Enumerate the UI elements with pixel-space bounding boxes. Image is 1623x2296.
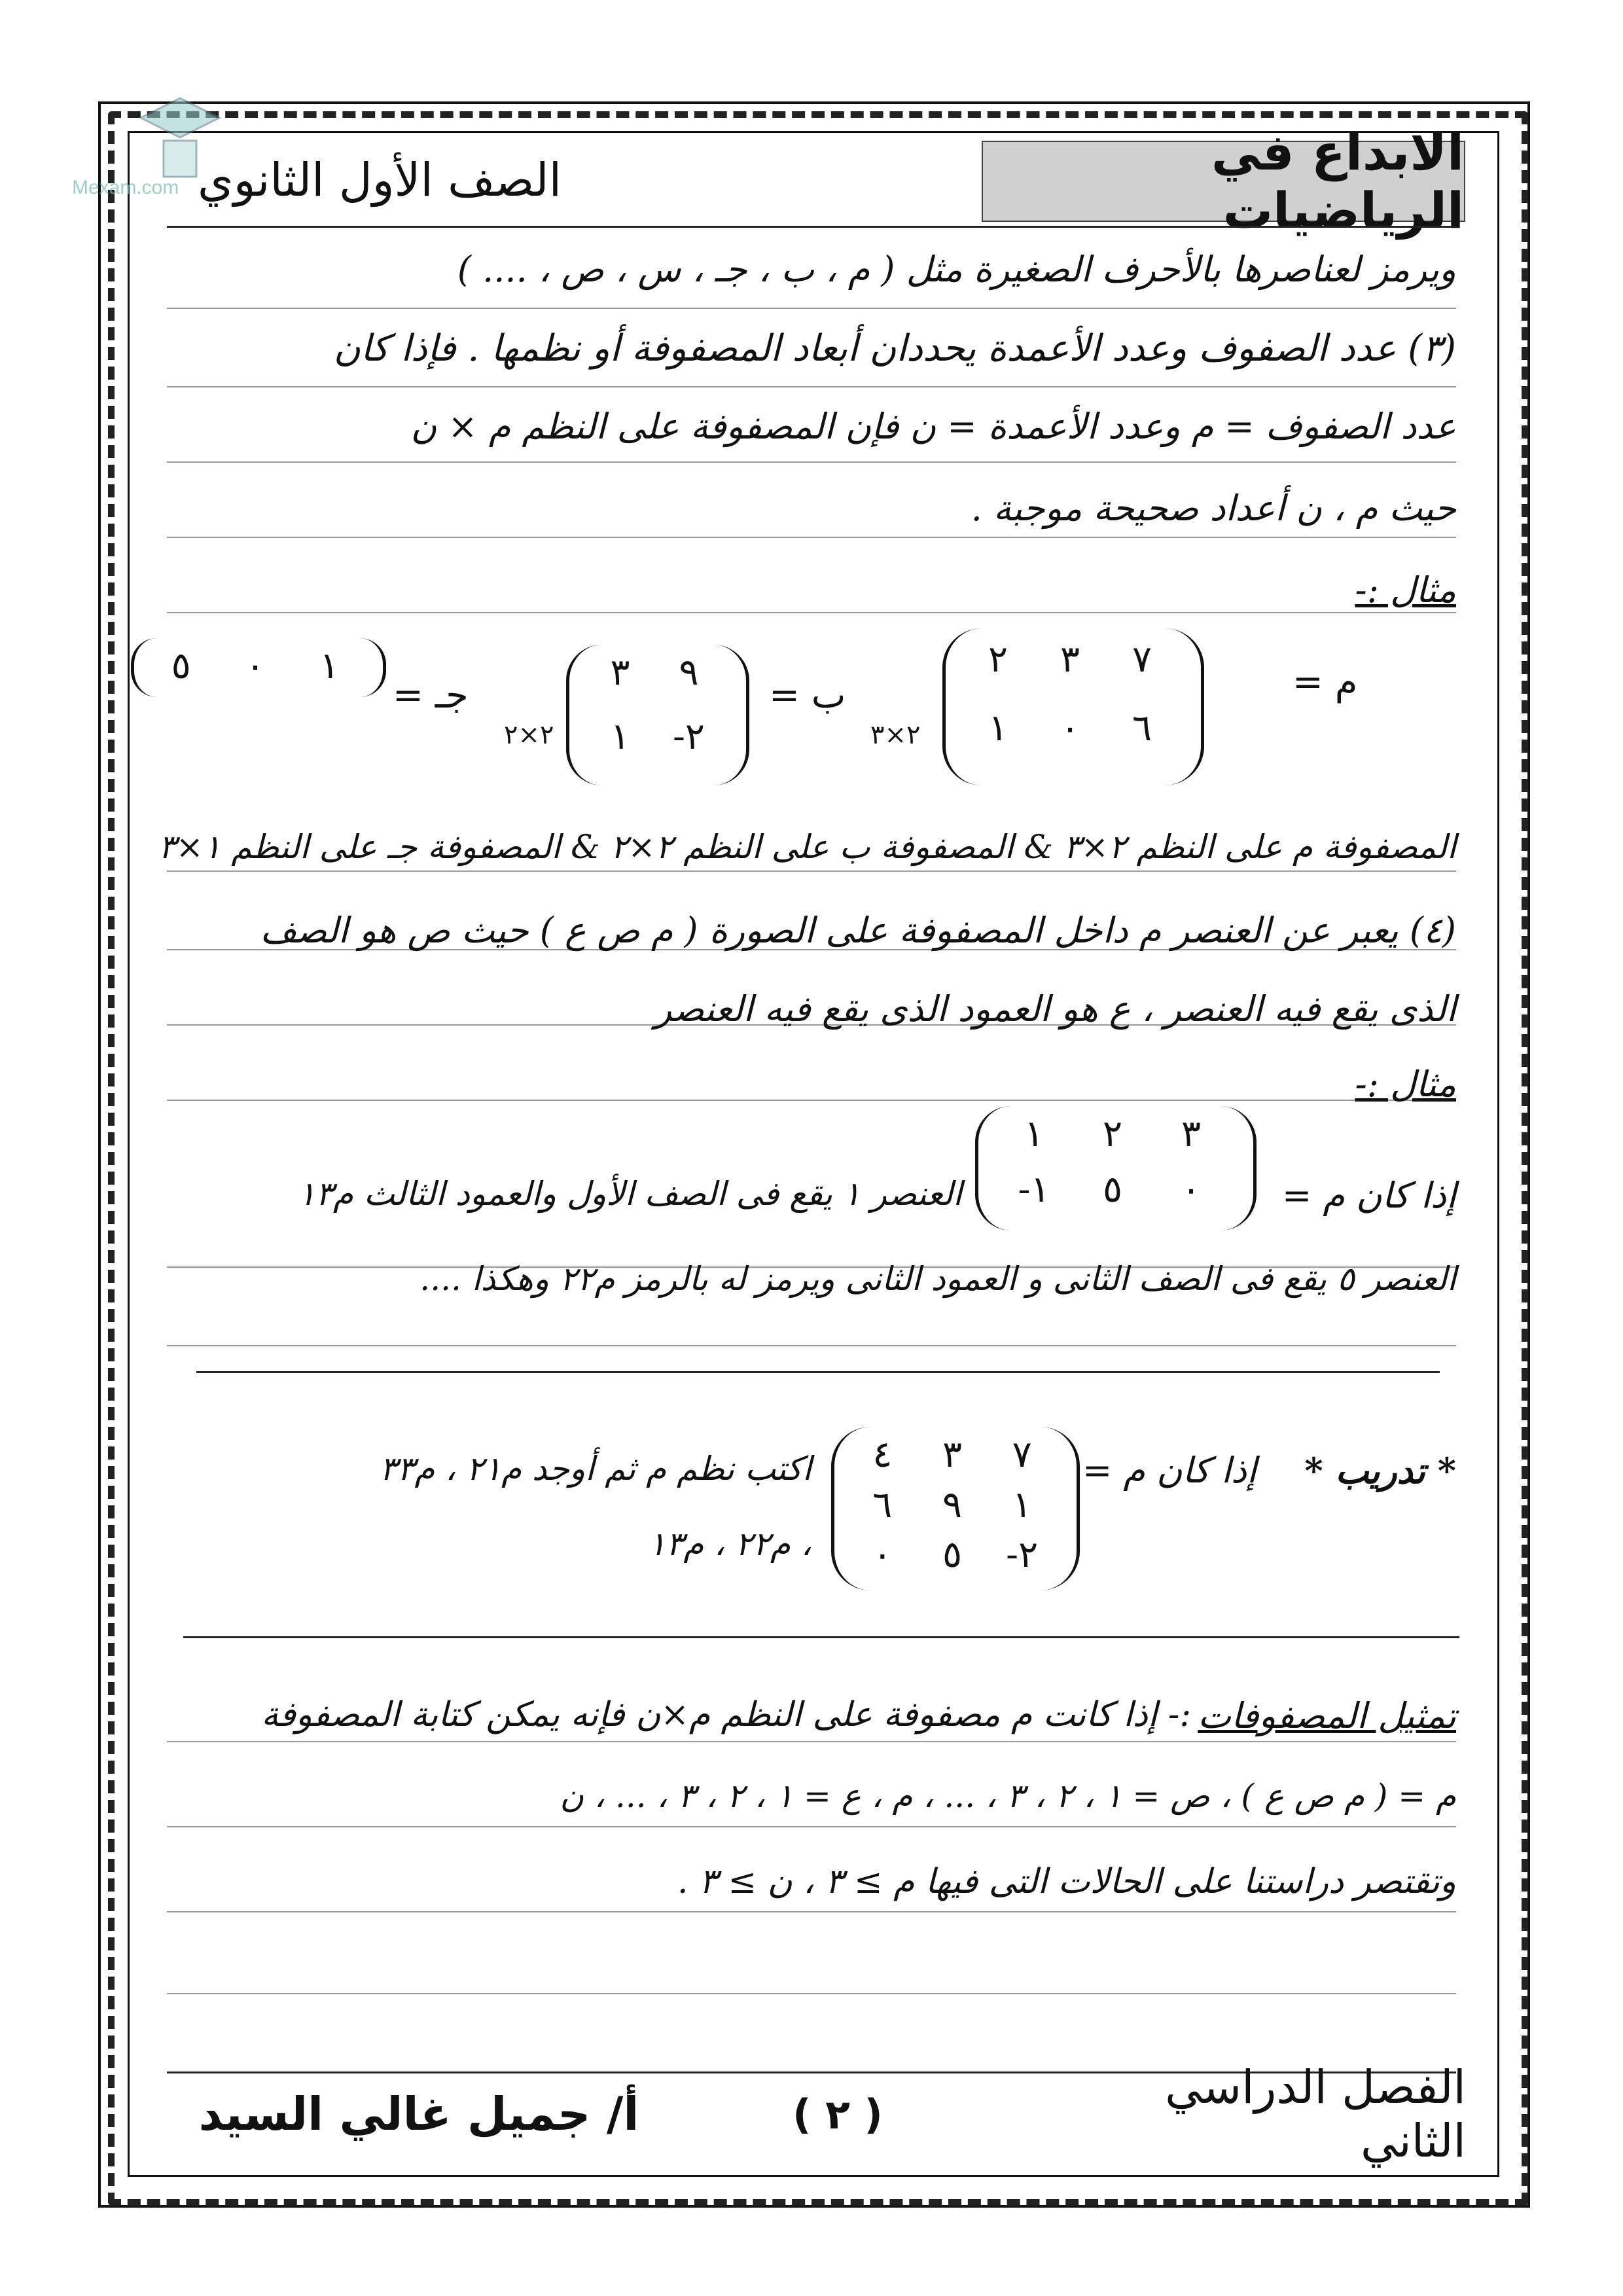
matrix-e-cell: ٥ xyxy=(942,1534,963,1577)
footer-author: أ/ جميل غالي السيد xyxy=(198,2087,639,2141)
header-grade: الصف الأول الثانوي xyxy=(197,153,562,207)
matrix-b-cell: ٩ xyxy=(679,651,699,694)
matrix-e-cell: ٧ xyxy=(1012,1433,1032,1476)
matrix-d-cell: ٣ xyxy=(1181,1113,1202,1155)
represent-title: تمثيل المصفوفات xyxy=(1198,1695,1456,1736)
body-line-8: العنصر ١ يقع فى الصف الأول والعمود الثالث م١٣ xyxy=(298,1175,962,1213)
body-line-11: م = ( م ص ع ) ، ص = ١ ، ٢ ، ٣ ، ... ، م ، ع = ١ ، ٢ ، ٣ ، ... ، ن xyxy=(560,1777,1456,1815)
matrix-e-cell: ٢- xyxy=(1006,1534,1039,1577)
matrix-a xyxy=(962,638,1178,776)
training-text-2: ، م٢٢ ، م١٣ xyxy=(648,1525,812,1563)
footer-term: الفصل الدراسي الثاني xyxy=(1165,2060,1466,2168)
matrix-e xyxy=(847,1433,1057,1584)
logo-text: Mexam.com xyxy=(72,177,179,198)
matrix-b-order: ٢×٢ xyxy=(504,720,554,750)
matrix-a-cell: ٠ xyxy=(1060,707,1080,749)
matrix-e-cell: ٤ xyxy=(872,1433,893,1476)
body-line-1: ويرمز لعناصرها بالأحرف الصغيرة مثل ( م ، ب ، جـ ، س ، ص ، .... ) xyxy=(457,249,1456,290)
footer-page-number: ( ٢ ) xyxy=(793,2090,883,2138)
header-title: الابداع في الرياضيات xyxy=(982,141,1465,222)
ruled-line xyxy=(167,461,1456,463)
ruled-line xyxy=(167,612,1456,613)
matrix-e-cell: ٠ xyxy=(872,1534,893,1577)
matrix-d-cell: ٢ xyxy=(1102,1113,1123,1155)
example-2-label: مثال :- xyxy=(1355,1064,1456,1105)
matrix-b xyxy=(586,651,723,779)
body-line-5: المصفوفة م على النظم ٢×٣ & المصفوفة ب على النظم ٢×٢ & المصفوفة جـ على النظم ١×٣ xyxy=(158,828,1456,866)
matrix-e-cell: ٣ xyxy=(942,1433,963,1476)
matrix-e-cell: ١ xyxy=(1012,1483,1032,1526)
example-1-label: مثال :- xyxy=(1355,569,1456,611)
ruled-line xyxy=(167,1741,1456,1742)
matrix-e-cell: ٩ xyxy=(942,1483,963,1526)
training-text-1: اكتب نظم م ثم أوجد م٢١ ، م٣٣ xyxy=(379,1450,812,1488)
ruled-line xyxy=(167,1100,1456,1101)
matrix-c-cell: ١ xyxy=(319,645,340,687)
matrix-e-cell: ٦ xyxy=(872,1483,893,1526)
matrix-d-cell: ٠ xyxy=(1181,1168,1202,1211)
matrix-a-order: ٢×٣ xyxy=(870,720,921,750)
matrix-b-cell: ١ xyxy=(610,715,630,758)
body-line-7: الذى يقع فيه العنصر ، ع هو العمود الذى يقع فيه العنصر xyxy=(654,988,1456,1030)
section-separator xyxy=(196,1371,1440,1373)
body-line-10: :- إذا كانت م مصفوفة على النظم م×ن فإنه يمكن كتابة المصفوفة xyxy=(261,1695,1191,1734)
body-line-12: وتقتصر دراستنا على الحالات التى فيها م ≥ ٣ ، ن ≥ ٣ . xyxy=(677,1862,1456,1901)
ruled-line xyxy=(167,537,1456,538)
matrix-c-label: جـ = xyxy=(393,674,469,717)
matrix-d-cell: ١- xyxy=(1018,1168,1050,1211)
ruled-line xyxy=(167,1826,1456,1827)
matrix-d-cell: ٥ xyxy=(1102,1168,1123,1211)
ruled-line xyxy=(167,1993,1456,1994)
matrix-b-label: ب = xyxy=(769,674,846,717)
matrix-c-cell: ٥ xyxy=(171,645,191,687)
matrix-a-cell: ٢ xyxy=(988,638,1008,681)
body-line-2: (٣) عدد الصفوف وعدد الأعمدة يحددان أبعاد المصفوفة أو نظمها . فإذا كان xyxy=(333,327,1456,370)
body-line-3: عدد الصفوف = م وعدد الأعمدة = ن فإن المصفوفة على النظم م × ن xyxy=(410,406,1456,447)
matrix-a-cell: ٦ xyxy=(1132,707,1152,749)
body-line-4: حيث م ، ن أعداد صحيحة موجبة . xyxy=(971,488,1456,529)
matrix-a-cell: ١ xyxy=(988,707,1008,749)
training-if: إذا كان م = xyxy=(1082,1450,1257,1491)
ruled-line xyxy=(167,386,1456,387)
matrix-b-cell: ٢- xyxy=(673,715,705,758)
body-line-9: العنصر ٥ يقع فى الصف الثانى و العمود الثانى ويرمز له بالرمز م٢٢ وهكذا .... xyxy=(419,1260,1456,1298)
ruled-line xyxy=(167,1345,1456,1346)
matrix-c-cell: ٠ xyxy=(245,645,266,687)
matrix-d-cell: ١ xyxy=(1024,1113,1044,1155)
matrix-d xyxy=(995,1113,1230,1224)
matrix-a-cell: ٧ xyxy=(1132,638,1152,681)
ruled-line xyxy=(167,308,1456,309)
ruled-line xyxy=(167,1911,1456,1912)
header-rule xyxy=(167,226,1456,228)
ruled-line xyxy=(167,870,1456,872)
example-2-if: إذا كان م = xyxy=(1281,1175,1456,1216)
matrix-c xyxy=(144,645,366,691)
training-label: * تدريب * xyxy=(1304,1450,1456,1492)
matrix-a-label: م = xyxy=(1293,661,1358,704)
matrix-a-cell: ٣ xyxy=(1060,638,1080,681)
body-line-6: (٤) يعبر عن العنصر م داخل المصفوفة على الصورة ( م ص ع ) حيث ص هو الصف xyxy=(260,910,1456,951)
matrix-b-cell: ٣ xyxy=(610,651,630,694)
section-separator xyxy=(183,1636,1459,1638)
